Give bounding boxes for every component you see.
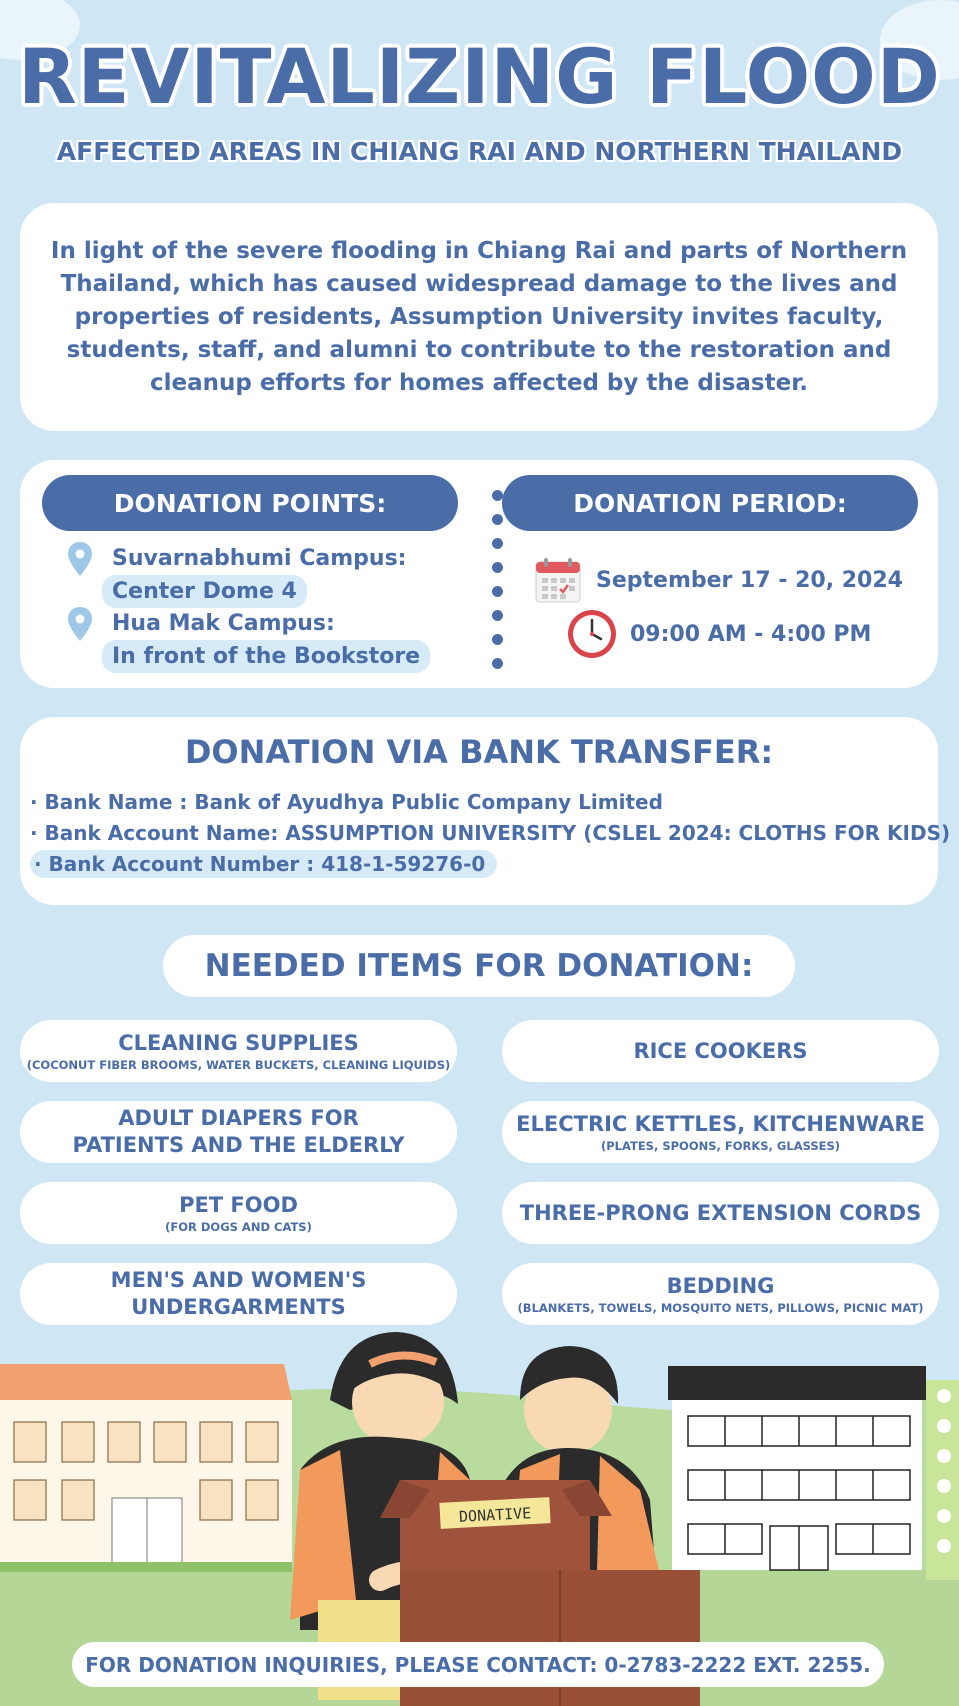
needed-item	[20, 1182, 457, 1244]
intro-card	[20, 203, 938, 431]
period-hours	[566, 608, 871, 660]
intro-text: In light of the severe flooding in Chiang Rai and parts of Northern Thailand, which has caused widespread damage to the lives and properties of residents, Assumption University invites faculty, students, staff, and alumni to contribute to the restoration and cleanup efforts for homes affected by the disaster.	[50, 237, 908, 396]
location-suvarnabhumi	[68, 542, 406, 608]
item-details: (COCONUT FIBER BROOMS, WATER BUCKETS, CLEANING LIQUIDS)	[26, 1057, 451, 1072]
period-dates-text: September 17 - 20, 2024	[596, 567, 903, 593]
clock-icon	[566, 608, 618, 660]
needed-item	[502, 1020, 939, 1082]
donation-info-card	[20, 460, 938, 688]
contact-info: FOR DONATION INQUIRIES, PLEASE CONTACT: 0-2783-2222 EXT. 2255.	[72, 1642, 884, 1687]
divider-dots	[492, 490, 504, 682]
donation-points-heading: DONATION POINTS:	[42, 475, 458, 531]
period-hours-text: 09:00 AM - 4:00 PM	[630, 621, 872, 647]
bank-name: · Bank Name : Bank of Ayudhya Public Company Limited	[30, 790, 663, 814]
location-place: In front of the Bookstore	[102, 640, 430, 673]
poster-title: REVITALIZING FLOOD	[18, 32, 941, 121]
period-dates	[534, 556, 903, 604]
item-name: BEDDING	[666, 1273, 775, 1298]
location-campus: Hua Mak Campus:	[112, 611, 335, 636]
needed-item	[20, 1263, 457, 1325]
item-name: ELECTRIC KETTLES, KITCHENWARE	[516, 1111, 925, 1136]
needed-item	[20, 1020, 457, 1082]
item-details: (BLANKETS, TOWELS, MOSQUITO NETS, PILLOWS, PICNIC MAT)	[517, 1300, 924, 1315]
item-name: ADULT DIAPERS FOR PATIENTS AND THE ELDERLY	[72, 1106, 405, 1157]
left-building	[0, 1364, 292, 1572]
donation-box-label: DONATIVE	[458, 1504, 532, 1526]
item-name: THREE-PRONG EXTENSION CORDS	[519, 1200, 922, 1225]
item-details: (PLATES, SPOONS, FORKS, GLASSES)	[600, 1138, 841, 1153]
location-huamak	[68, 607, 430, 673]
bank-transfer-card	[20, 717, 951, 905]
poster-subtitle: AFFECTED AREAS IN CHIANG RAI AND NORTHERN THAILAND	[56, 137, 903, 166]
location-campus: Suvarnabhumi Campus:	[112, 546, 407, 571]
item-name: MEN'S AND WOMEN'S UNDERGARMENTS	[110, 1268, 367, 1319]
donation-period-heading: DONATION PERIOD:	[502, 475, 918, 531]
bank-account-name: · Bank Account Name: ASSUMPTION UNIVERSITY (CSLEL 2024: CLOTHS FOR KIDS)	[30, 821, 951, 845]
needed-item	[502, 1263, 939, 1325]
needed-item	[502, 1182, 939, 1244]
bank-account-number: · Bank Account Number : 418-1-59276-0	[30, 850, 497, 878]
item-details: (FOR DOGS AND CATS)	[165, 1219, 312, 1234]
location-pin-icon	[68, 607, 92, 641]
location-place: Center Dome 4	[102, 575, 307, 608]
needed-item	[502, 1101, 939, 1163]
bank-heading: DONATION VIA BANK TRANSFER:	[184, 733, 774, 771]
item-name: RICE COOKERS	[633, 1038, 808, 1063]
bank-account-number-row	[30, 852, 497, 876]
right-building	[668, 1366, 959, 1580]
calendar-icon	[534, 556, 582, 604]
location-pin-icon	[68, 542, 92, 576]
item-name: PET FOOD	[179, 1192, 298, 1217]
item-name: CLEANING SUPPLIES	[118, 1030, 359, 1055]
needed-items-heading: NEEDED ITEMS FOR DONATION:	[163, 935, 795, 997]
needed-item	[20, 1101, 457, 1163]
